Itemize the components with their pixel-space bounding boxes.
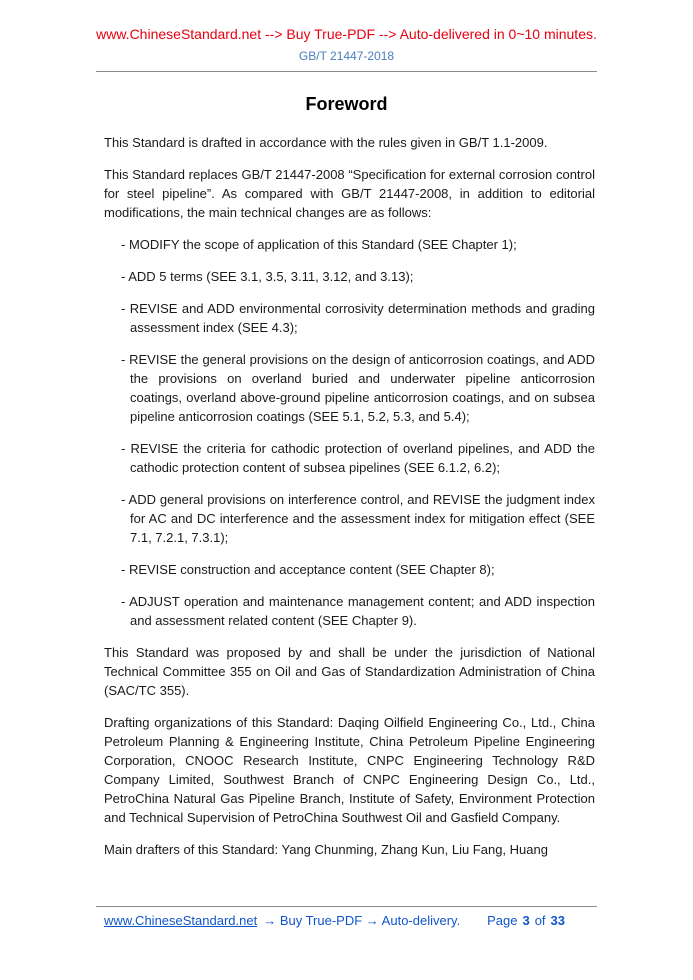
paragraph-replaces-standard: This Standard replaces GB/T 21447-2008 “Specification for external corrosion control for steel pipeline”. As compared with GB/T 21447-2008, in addition to editorial modifications, the main technical changes are as follows: — [104, 167, 595, 220]
change-list-item: - ADJUST operation and maintenance management content; and ADD inspection and assessment related content (SEE Chapter 9). — [121, 594, 595, 628]
of-word: of — [534, 913, 546, 928]
page-word: Page — [487, 913, 518, 928]
change-list-item: - REVISE the general provisions on the design of anticorrosion coatings, and ADD the provisions on overland buried and underwater pipeline anticorrosion coatings, overland above-ground pipeline anticorrosion coatings, and on subsea pipeline anticorrosion coatings (SEE 5.1, 5.2, 5.3, and 5.4); — [121, 352, 595, 424]
page-title: Foreword — [305, 94, 388, 114]
total-pages: 33 — [550, 913, 565, 928]
footer-left-group — [104, 913, 460, 928]
change-list-item: - ADD general provisions on interference control, and REVISE the judgment index for AC and DC interference and the assessment index for mitigation effect (SEE 7.1, 7.2.1, 7.3.1); — [121, 492, 595, 545]
page-indicator — [487, 913, 565, 928]
technical-changes-list — [104, 235, 595, 630]
footer-site-link[interactable]: www.ChineseStandard.net — [104, 913, 258, 928]
change-list-item: - MODIFY the scope of application of this Standard (SEE Chapter 1); — [121, 237, 517, 252]
document-body — [96, 133, 597, 859]
page-number: 3 — [522, 913, 530, 928]
change-list-item: - REVISE and ADD environmental corrosivity determination methods and grading assessment index (SEE 4.3); — [121, 301, 595, 335]
paragraph-main-drafters: Main drafters of this Standard: Yang Chunming, Zhang Kun, Liu Fang, Huang — [104, 842, 548, 857]
standard-number: GB/T 21447-2018 — [298, 49, 395, 63]
header-banner-link[interactable]: www.ChineseStandard.net --> Buy True-PDF --> Auto-delivered in 0~10 minutes. — [96, 26, 597, 42]
footer-tagline: → Buy True-PDF → Auto-delivery. — [263, 913, 461, 928]
paragraph-drafting-organizations: Drafting organizations of this Standard: Daqing Oilfield Engineering Co., Ltd., China Petroleum Planning & Engineering Institute, China Petroleum Pipeline Engineering Corporation, CNOOC Research Institute, CNPC Engineering Technology R&D Company Limited, Southwest Branch of CNPC Engineering Design Co., Ltd., PetroChina Natural Gas Pipeline Branch, Institute of Safety, Environment Protection and Technical Supervision of PetroChina Southwest Oil and Gasfield Company. — [104, 715, 595, 825]
page-footer — [96, 906, 597, 928]
change-list-item: - REVISE construction and acceptance content (SEE Chapter 8); — [121, 562, 495, 577]
change-list-item: - REVISE the criteria for cathodic protection of overland pipelines, and ADD the cathodic protection content of subsea pipelines (SEE 6.1.2, 6.2); — [121, 441, 595, 475]
paragraph-jurisdiction: This Standard was proposed by and shall be under the jurisdiction of National Technical Committee 355 on Oil and Gas of Standardization Administration of China (SAC/TC 355). — [104, 645, 595, 698]
header-divider — [96, 71, 597, 72]
change-list-item: - ADD 5 terms (SEE 3.1, 3.5, 3.11, 3.12, and 3.13); — [121, 269, 414, 284]
paragraph-drafted-rules: This Standard is drafted in accordance with the rules given in GB/T 1.1-2009. — [104, 135, 548, 150]
